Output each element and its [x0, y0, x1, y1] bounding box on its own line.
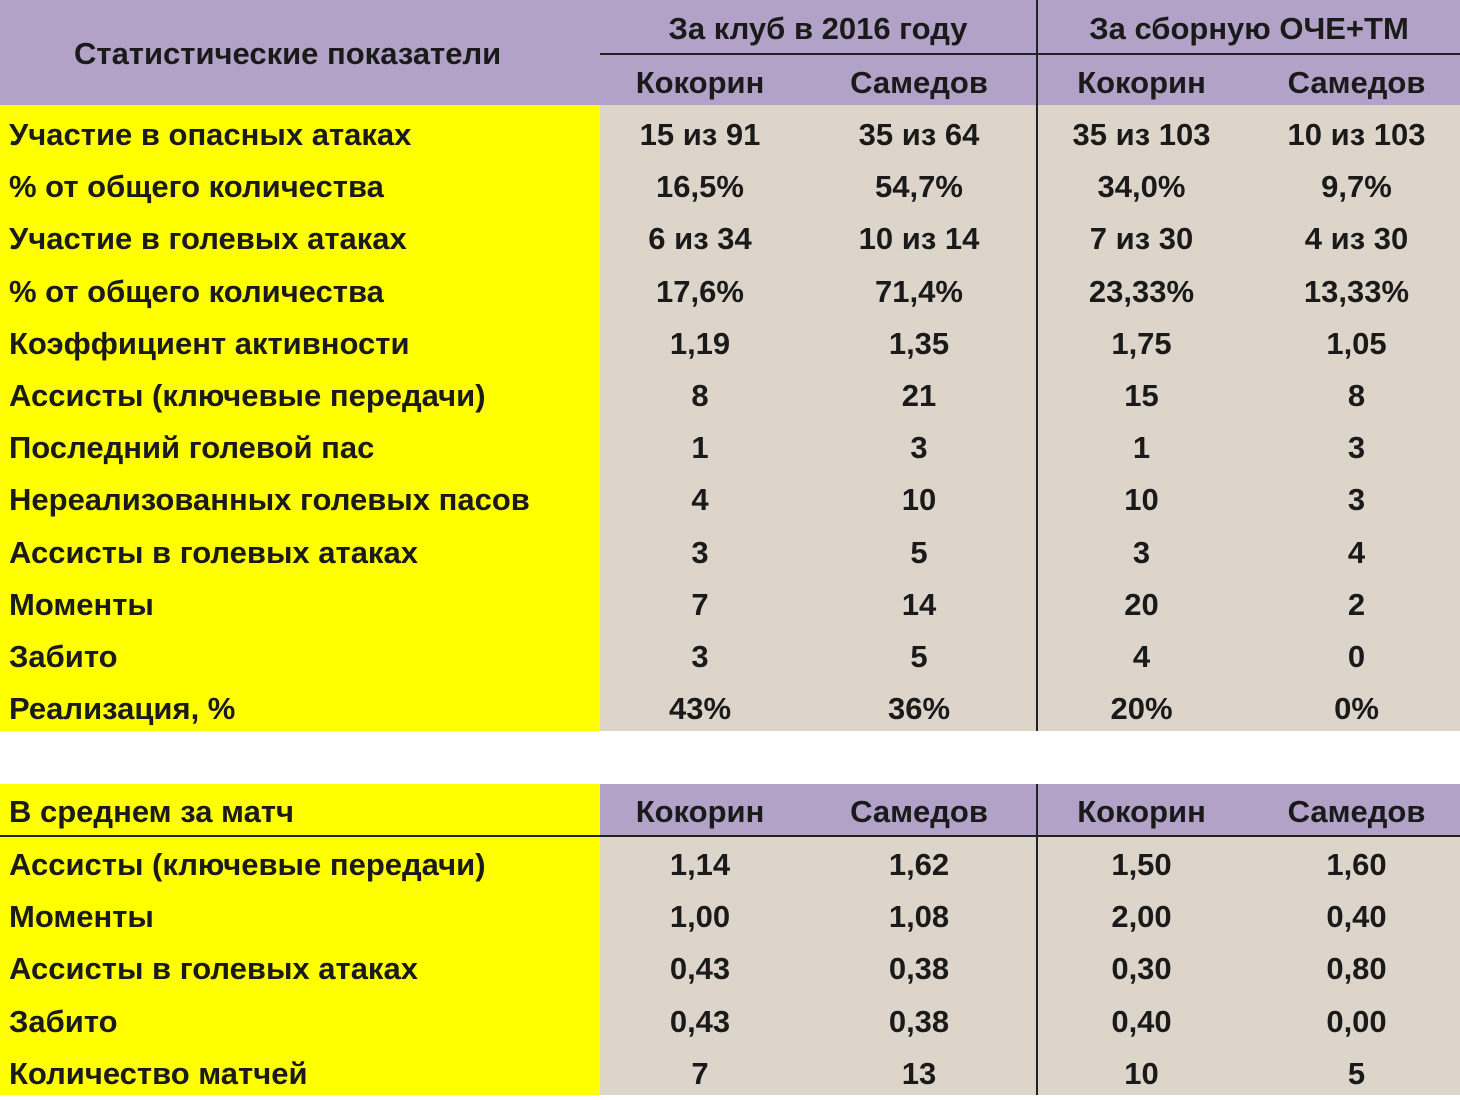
row-label: % от общего количества — [9, 169, 384, 205]
cell-value: 1,05 — [1326, 325, 1387, 361]
row-label: Количество матчей — [9, 1055, 308, 1091]
cell-value: 71,4% — [875, 273, 963, 309]
cell-value: 4 — [1347, 534, 1366, 570]
cell-value: 21 — [901, 378, 937, 413]
cell-value: 0,43 — [669, 1003, 731, 1039]
group-separator — [1036, 784, 1038, 1095]
cell-value: 7 из 30 — [1089, 221, 1194, 257]
cell-value: 4 из 30 — [1304, 221, 1409, 257]
cell-value: 14 — [901, 586, 937, 622]
cell-value: 1 — [1132, 430, 1151, 466]
cell-value: 54,7% — [875, 169, 963, 205]
table2-title: В среднем за матч — [9, 794, 294, 829]
cell-value: 2,00 — [1111, 899, 1172, 935]
row-label: Ассисты в голевых атаках — [9, 534, 418, 570]
cell-value: 0,38 — [888, 951, 950, 987]
cell-value: 6 из 34 — [648, 221, 752, 257]
cell-value: 1,62 — [888, 847, 950, 882]
cell-value: 10 из 14 — [858, 221, 980, 257]
cell-value: 8 — [691, 378, 709, 413]
row-label: % от общего количества — [9, 273, 384, 309]
cell-value: 5 — [910, 639, 928, 674]
cell-value: 16,5% — [656, 169, 744, 205]
player-header: Кокорин — [635, 794, 765, 829]
player-header: Самедов — [1287, 65, 1426, 100]
row-label: Моменты — [9, 586, 154, 622]
cell-value: 35 из 103 — [1072, 117, 1211, 152]
player-header: Самедов — [850, 794, 988, 829]
cell-value: 3 — [691, 639, 709, 674]
row-label: Участие в голевых атаках — [9, 221, 407, 257]
row-label: Нереализованных голевых пасов — [9, 482, 530, 518]
row-label: Забито — [9, 1003, 118, 1039]
group-national-team: За сборную ОЧЕ+ТМ — [1089, 11, 1409, 46]
player-header: Самедов — [850, 65, 988, 100]
row-label: Ассисты (ключевые передачи) — [9, 378, 486, 413]
group-separator — [1036, 0, 1038, 731]
row-label: Ассисты в голевых атаках — [9, 951, 418, 987]
row-label: Моменты — [9, 899, 154, 935]
cell-value: 0,40 — [1326, 899, 1387, 935]
cell-value: 1,60 — [1326, 847, 1387, 882]
player-header: Кокорин — [1077, 794, 1206, 829]
cell-value: 2 — [1347, 586, 1366, 622]
cell-value: 3 — [1347, 482, 1366, 518]
cell-value: 0,40 — [1111, 1003, 1172, 1039]
cell-value: 35 из 64 — [858, 117, 980, 152]
cell-value: 10 — [1124, 1055, 1159, 1091]
row-label: Последний голевой пас — [9, 430, 375, 466]
cell-value: 4 — [1132, 639, 1151, 674]
player-header: Кокорин — [635, 65, 765, 100]
cell-value: 0,00 — [1326, 1003, 1387, 1039]
cell-value: 13 — [901, 1055, 937, 1091]
cell-value: 0,43 — [669, 951, 731, 987]
cell-value: 36% — [887, 691, 951, 727]
cell-value: 1,35 — [888, 325, 950, 361]
cell-value: 3 — [691, 534, 709, 570]
cell-value: 34,0% — [1097, 169, 1186, 205]
cell-value: 1,75 — [1111, 325, 1172, 361]
cell-value: 7 — [691, 1055, 709, 1091]
player-header: Самедов — [1287, 794, 1426, 829]
row-label: Коэффициент активности — [9, 325, 410, 361]
cell-value: 1 — [691, 430, 709, 466]
cell-value: 43% — [668, 691, 732, 727]
cell-value: 3 — [910, 430, 928, 466]
cell-value: 1,50 — [1111, 847, 1172, 882]
row-label: Участие в опасных атаках — [9, 117, 412, 152]
player-header: Кокорин — [1077, 65, 1206, 100]
group-club-2016: За клуб в 2016 году — [668, 11, 968, 46]
cell-value: 4 — [691, 482, 709, 518]
cell-value: 8 — [1347, 378, 1366, 413]
cell-value: 5 — [910, 534, 928, 570]
row-label: Реализация, % — [9, 691, 236, 727]
group-divider — [600, 53, 1460, 55]
cell-value: 15 из 91 — [639, 117, 761, 152]
cell-value: 17,6% — [656, 273, 744, 309]
cell-value: 10 из 103 — [1287, 117, 1426, 152]
cell-value: 10 — [901, 482, 937, 518]
cell-value: 20 — [1124, 586, 1159, 622]
row-label: Ассисты (ключевые передачи) — [9, 847, 486, 882]
cell-value: 1,00 — [669, 899, 731, 935]
cell-value: 23,33% — [1088, 273, 1195, 309]
cell-value: 20% — [1110, 691, 1173, 727]
cell-value: 0% — [1334, 691, 1379, 727]
row-label: Забито — [9, 639, 118, 674]
cell-value: 5 — [1347, 1055, 1366, 1091]
cell-value: 3 — [1132, 534, 1151, 570]
cell-value: 0,30 — [1111, 951, 1172, 987]
cell-value: 13,33% — [1303, 273, 1410, 309]
cell-value: 9,7% — [1321, 169, 1392, 205]
cell-value: 1,08 — [888, 899, 950, 935]
cell-value: 7 — [691, 586, 709, 622]
cell-value: 3 — [1347, 430, 1366, 466]
cell-value: 0 — [1347, 639, 1366, 674]
cell-value: 10 — [1124, 482, 1159, 518]
cell-value: 0,80 — [1326, 951, 1387, 987]
cell-value: 15 — [1124, 378, 1159, 413]
cell-value: 0,38 — [888, 1003, 950, 1039]
table1-title: Статистические показатели — [74, 36, 502, 71]
cell-value: 1,14 — [669, 847, 731, 882]
cell-value: 1,19 — [669, 325, 731, 361]
